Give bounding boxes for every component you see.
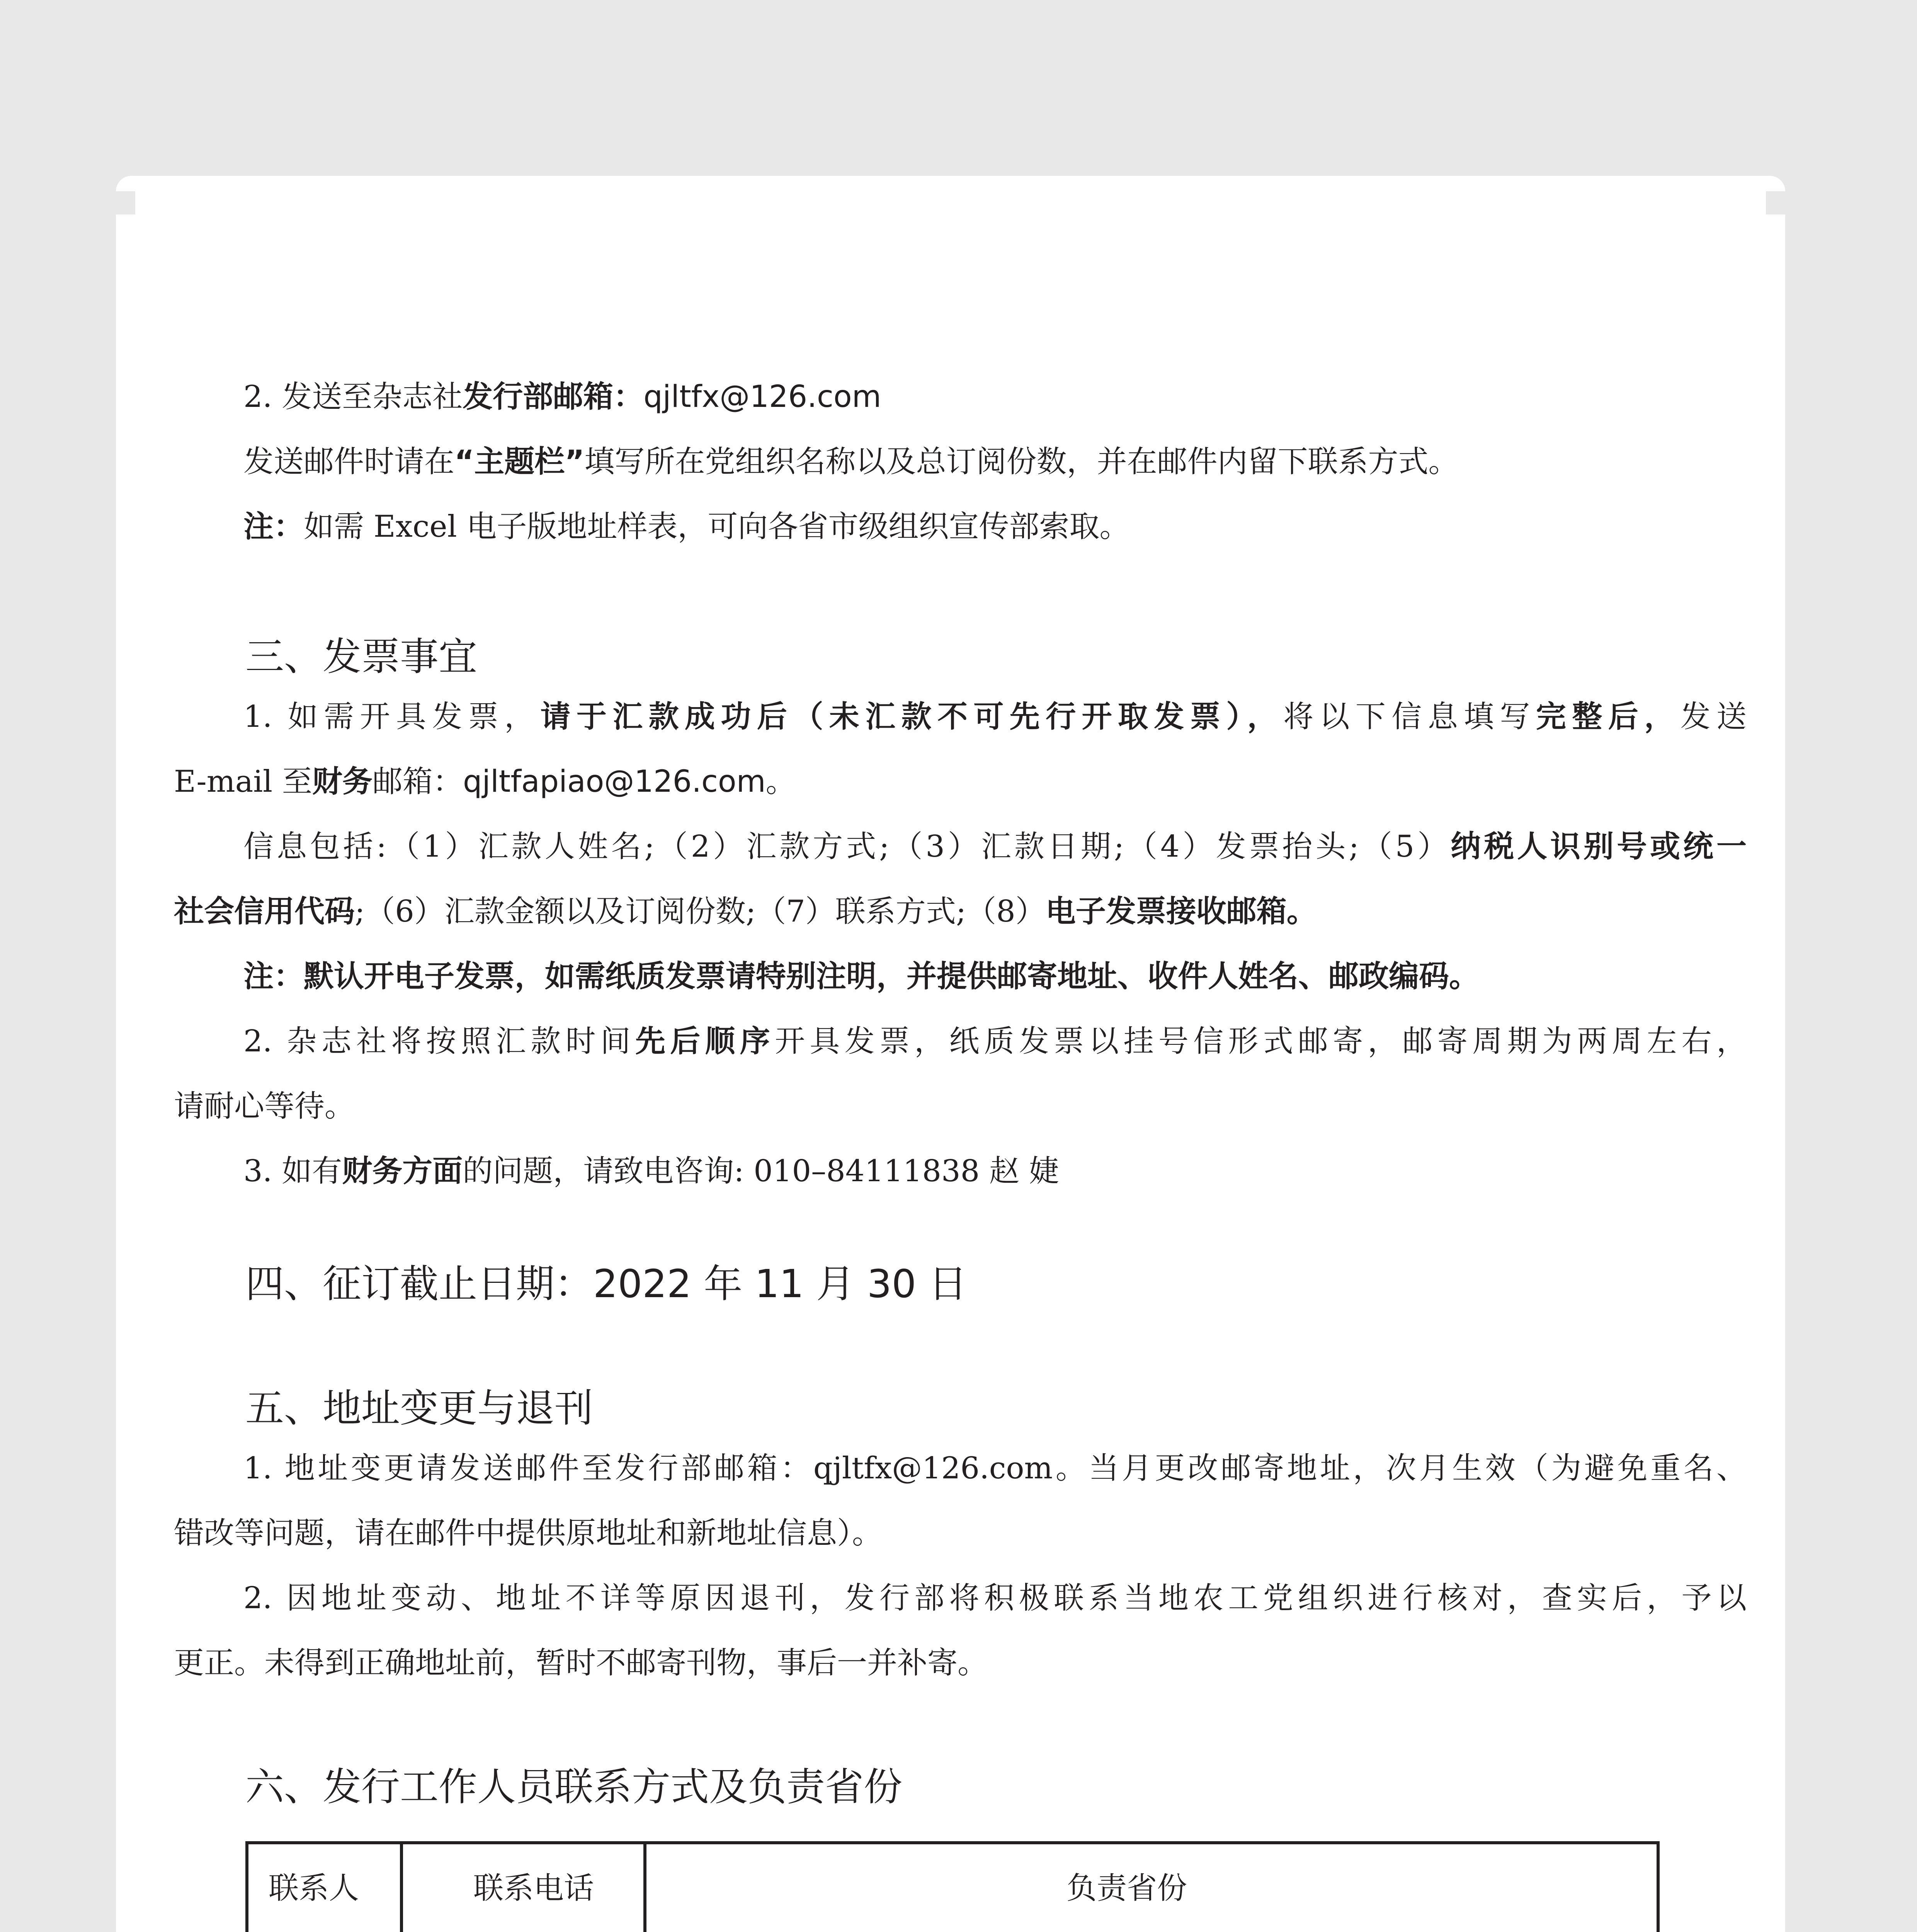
text: ;（6）汇款金额以及订阅份数;（7）联系方式;（8） [355, 894, 1046, 929]
address-p2-line1: 2. 因地址变动、地址不详等原因退刊，发行部将积极联系当地农工党组织进行核对，查实后，予以 [243, 1581, 1747, 1616]
table-rule [643, 1841, 646, 1932]
text: 填写所在党组织名称以及总订阅份数，并在邮件内留下联系方式。 [584, 444, 1459, 479]
section-heading-invoice: 三、发票事宜 [245, 634, 477, 679]
text: 开具发票，纸质发票以挂号信形式邮寄，邮寄周期为两周左右， [775, 1024, 1747, 1059]
corner-notch [112, 191, 135, 214]
section-heading-deadline: 四、征订截止日期：2022 年 11 月 30 日 [245, 1261, 967, 1306]
table-header-phone: 联系电话 [473, 1871, 594, 1906]
text: 的问题，请致电咨询: 010–84111838 赵 婕 [463, 1154, 1059, 1189]
subject-instruction-line [243, 440, 1459, 483]
bold-text: 先后顺序 [635, 1024, 775, 1059]
invoice-p2-line2 [174, 890, 1317, 933]
text: 。 [765, 764, 796, 799]
text: 3. 如有 [243, 1154, 342, 1189]
distribution-email: qjltfx@126.com [643, 379, 881, 414]
section-heading-address-change: 五、地址变更与退刊 [245, 1386, 593, 1431]
bold-text: 财务方面 [342, 1154, 463, 1189]
invoice-p3-line2: 请耐心等待。 [174, 1089, 355, 1124]
address-p2-line2: 更正。未得到正确地址前，暂时不邮寄刊物，事后一并补寄。 [174, 1646, 988, 1680]
contacts-table [245, 1841, 1660, 1932]
invoice-p4 [243, 1150, 1059, 1192]
text: 1. 如需开具发票， [243, 699, 541, 734]
text: 信息包括:（1）汇款人姓名;（2）汇款方式;（3）汇款日期;（4）发票抬头;（5） [243, 829, 1451, 864]
bold-text: 电子发票接收邮箱。 [1045, 894, 1317, 929]
text: 2. 杂志社将按照汇款时间 [243, 1024, 636, 1059]
invoice-p3-line1 [243, 1020, 1747, 1063]
text: 邮箱： [372, 764, 463, 799]
text: 发送 [1680, 699, 1747, 734]
invoice-note: 注：默认开电子发票，如需纸质发票请特别注明，并提供邮寄地址、收件人姓名、邮政编码。 [243, 959, 1480, 994]
bold-text: “主题栏” [454, 444, 585, 479]
section-heading-contacts: 六、发行工作人员联系方式及负责省份 [245, 1764, 902, 1810]
send-to-email-line [243, 376, 881, 418]
table-rule [1657, 1841, 1660, 1932]
address-p1-line1: 1. 地址变更请发送邮件至发行部邮箱：qjltfx@126.com。当月更改邮寄地址，次月生效（为避免重名、 [243, 1451, 1747, 1486]
bold-text: 社会信用代码 [174, 894, 355, 929]
table-rule [245, 1841, 248, 1932]
note-label: 注： [243, 509, 304, 544]
text: 发送邮件时请在 [243, 444, 455, 479]
invoice-p1-line1 [243, 696, 1747, 738]
table-rule [245, 1841, 1660, 1844]
text: 将以下信息填写 [1283, 699, 1536, 734]
table-header-provinces: 负责省份 [1067, 1871, 1187, 1906]
invoice-p2-line1 [243, 825, 1747, 868]
excel-note-line [243, 505, 1129, 548]
table-rule [400, 1841, 403, 1932]
bold-text: 发行部邮箱： [463, 379, 644, 414]
invoice-p1-line2 [174, 760, 796, 803]
text: 2. 发送至杂志社 [243, 379, 463, 414]
bold-text: 财务 [312, 764, 373, 799]
finance-email: qjltfapiao@126.com [463, 764, 766, 799]
bold-text: 纳税人识别号或统一 [1451, 829, 1747, 864]
bold-text: 完整后， [1536, 699, 1681, 734]
text: 如需 Excel 电子版地址样表，可向各省市级组织宣传部索取。 [304, 509, 1130, 544]
address-p1-line2: 错改等问题，请在邮件中提供原地址和新地址信息）。 [174, 1516, 883, 1551]
corner-notch [1766, 191, 1789, 214]
bold-text: 请于汇款成功后（未汇款不可先行开取发票）， [540, 699, 1284, 734]
table-header-contact: 联系人 [269, 1871, 359, 1906]
text: E-mail 至 [174, 764, 312, 799]
